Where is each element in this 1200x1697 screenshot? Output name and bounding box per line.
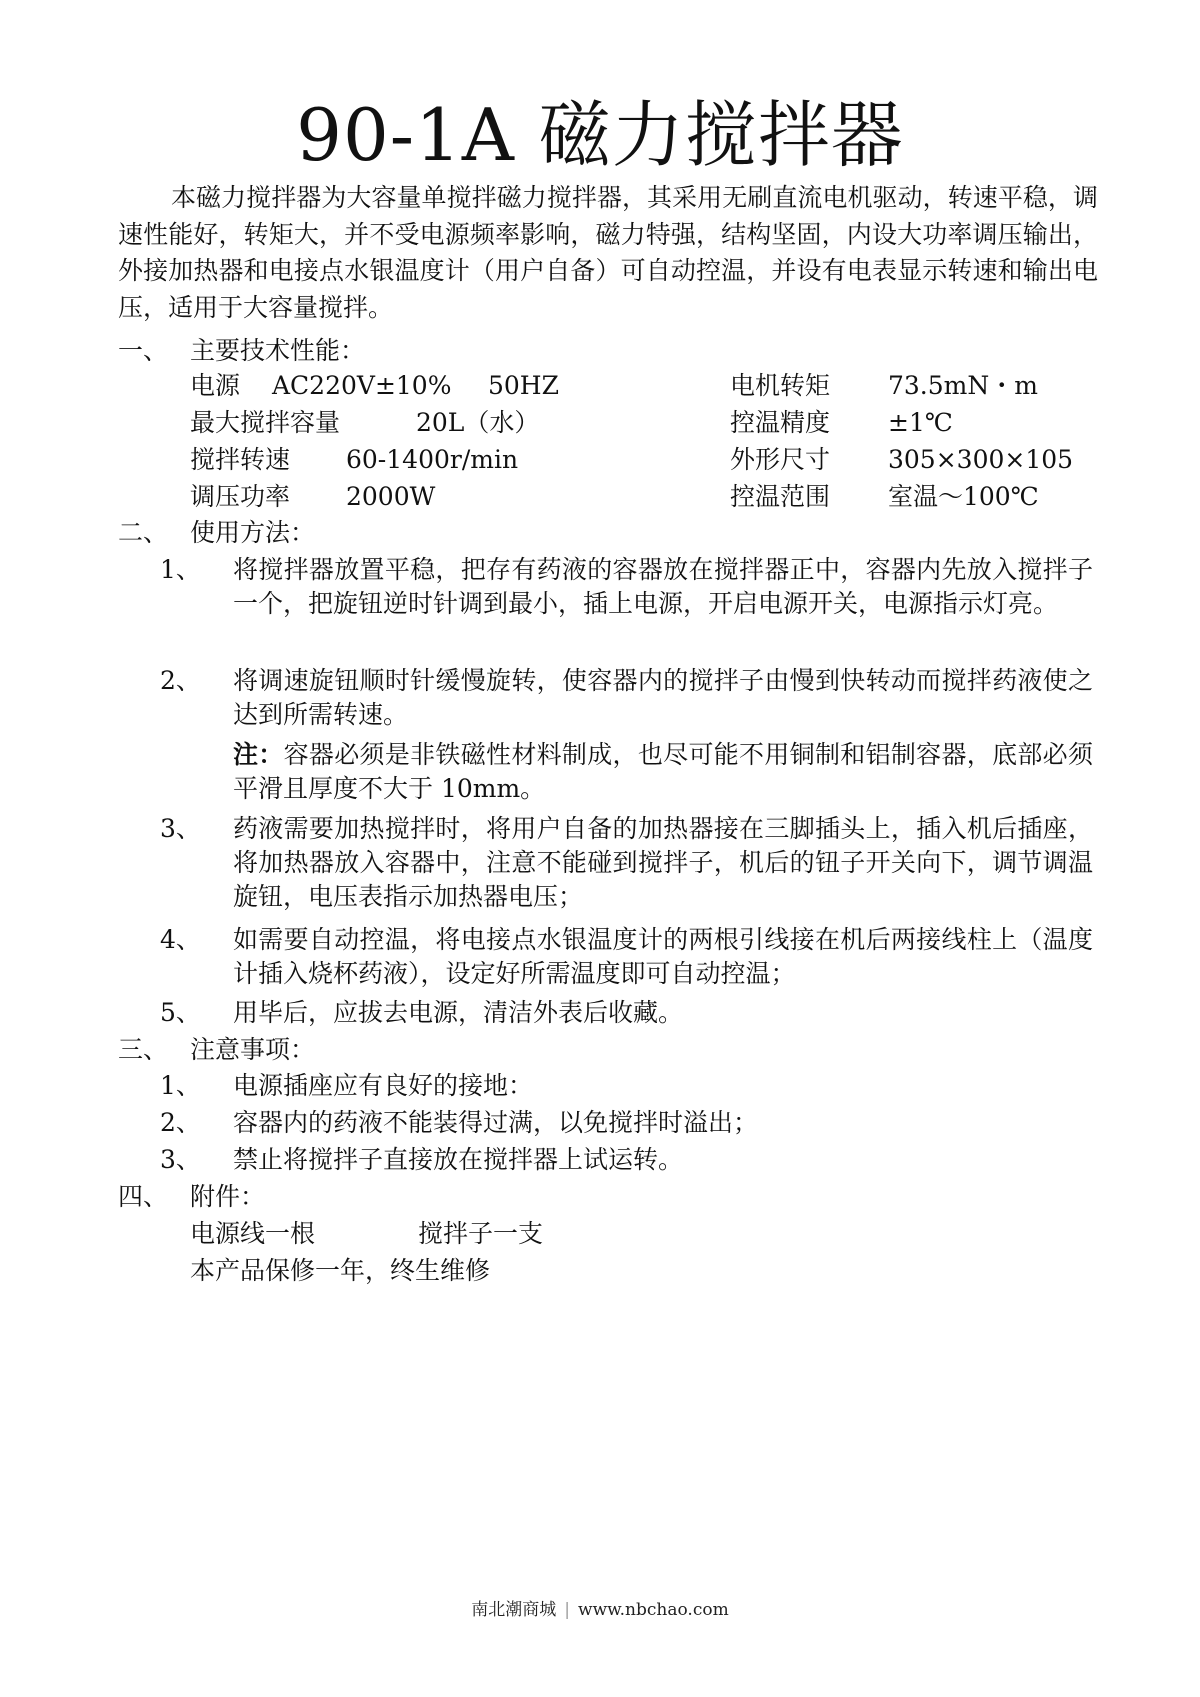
notice-text: 电源插座应有良好的接地： (233, 1071, 534, 1100)
section-1-number: 一、 (118, 336, 169, 365)
step-text: 将搅拌器放置平稳，把存有药液的容器放在搅拌器正中，容器内先放入搅拌子一个，把旋钮逆时针调到最小，插上电源，开启电源开关，电源指示灯亮。 (233, 555, 1093, 618)
step-number: 2、 (160, 666, 201, 695)
step-text: 如需要自动控温，将电接点水银温度计的两根引线接在机后两接线柱上（温度计插入烧杯药液），设定好所需温度即可自动控温； (233, 925, 1093, 988)
step-number: 1、 (160, 555, 201, 584)
step-number: 4、 (160, 925, 201, 954)
notice-text: 禁止将搅拌子直接放在搅拌器上试运转。 (233, 1145, 684, 1174)
warranty-text: 本产品保修一年，终生维修 (190, 1256, 491, 1285)
section-2-number: 二、 (118, 518, 169, 547)
footer (0, 1598, 1200, 1622)
spec-value: 2000W (346, 482, 436, 511)
spec-value: 室温～100℃ (888, 482, 1039, 511)
accessory-power-cord: 电源线一根 (190, 1219, 316, 1248)
section-4-title: 附件： (190, 1182, 266, 1211)
spec-value: 60-1400r/min (346, 445, 519, 474)
page-title: 90-1A 磁力搅拌器 (296, 93, 904, 177)
spec-value: 73.5mN・m (888, 371, 1038, 400)
note-label: 注： (233, 740, 284, 769)
spec-value: 305×300×105 (888, 445, 1074, 474)
notice-number: 3、 (160, 1145, 201, 1174)
footer-brand: 南北潮商城 (471, 1600, 557, 1620)
intro-paragraph: 本磁力搅拌器为大容量单搅拌磁力搅拌器，其采用无刷直流电机驱动，转速平稳，调速性能好，转矩大，并不受电源频率影响，磁力特强，结构坚固，内设大功率调压输出，外接加热器和电接点水银温度计（用户自备）可自动控温，并设有电表显示转速和输出电压，适用于大容量搅拌。 (118, 183, 1098, 322)
step-number: 3、 (160, 814, 201, 843)
spec-label: 控温精度 (730, 408, 831, 437)
spec-label: 搅拌转速 (190, 445, 291, 474)
spec-label: 调压功率 (190, 482, 291, 511)
footer-url[interactable]: www.nbchao.com (578, 1600, 729, 1620)
spec-extra: 50HZ (488, 371, 559, 400)
section-3-title: 注意事项： (190, 1035, 316, 1064)
step-text: 药液需要加热搅拌时，将用户自备的加热器接在三脚插头上，插入机后插座，将加热器放入容器中，注意不能碰到搅拌子，机后的钮子开关向下，调节调温旋钮，电压表指示加热器电压； (233, 814, 1093, 911)
spec-label: 电机转矩 (730, 371, 831, 400)
spec-value: 20L（水） (416, 408, 540, 437)
notice-text: 容器内的药液不能装得过满，以免搅拌时溢出； (233, 1108, 759, 1137)
section-1-title: 主要技术性能： (190, 336, 366, 365)
section-4-number: 四、 (118, 1182, 169, 1211)
spec-label: 电源 (190, 371, 241, 400)
accessory-stir-bar: 搅拌子一支 (418, 1219, 544, 1248)
spec-label: 外形尺寸 (730, 445, 831, 474)
note-paragraph (233, 738, 1093, 806)
step-number: 5、 (160, 998, 201, 1027)
step-text: 将调速旋钮顺时针缓慢旋转，使容器内的搅拌子由慢到快转动而搅拌药液使之达到所需转速。 (233, 666, 1093, 729)
section-3-number: 三、 (118, 1035, 169, 1064)
note-text: 容器必须是非铁磁性材料制成，也尽可能不用铜制和铝制容器，底部必须平滑且厚度不大于 10mm。 (233, 740, 1093, 803)
spec-value: AC220V±10% (272, 371, 452, 400)
notice-number: 1、 (160, 1071, 201, 1100)
spec-label: 最大搅拌容量 (190, 408, 341, 437)
footer-separator: | (564, 1600, 571, 1620)
spec-value: ±1℃ (888, 408, 953, 437)
notice-number: 2、 (160, 1108, 201, 1137)
step-text: 用毕后，应拔去电源，清洁外表后收藏。 (233, 998, 684, 1027)
section-2-title: 使用方法： (190, 518, 316, 547)
spec-label: 控温范围 (730, 482, 831, 511)
